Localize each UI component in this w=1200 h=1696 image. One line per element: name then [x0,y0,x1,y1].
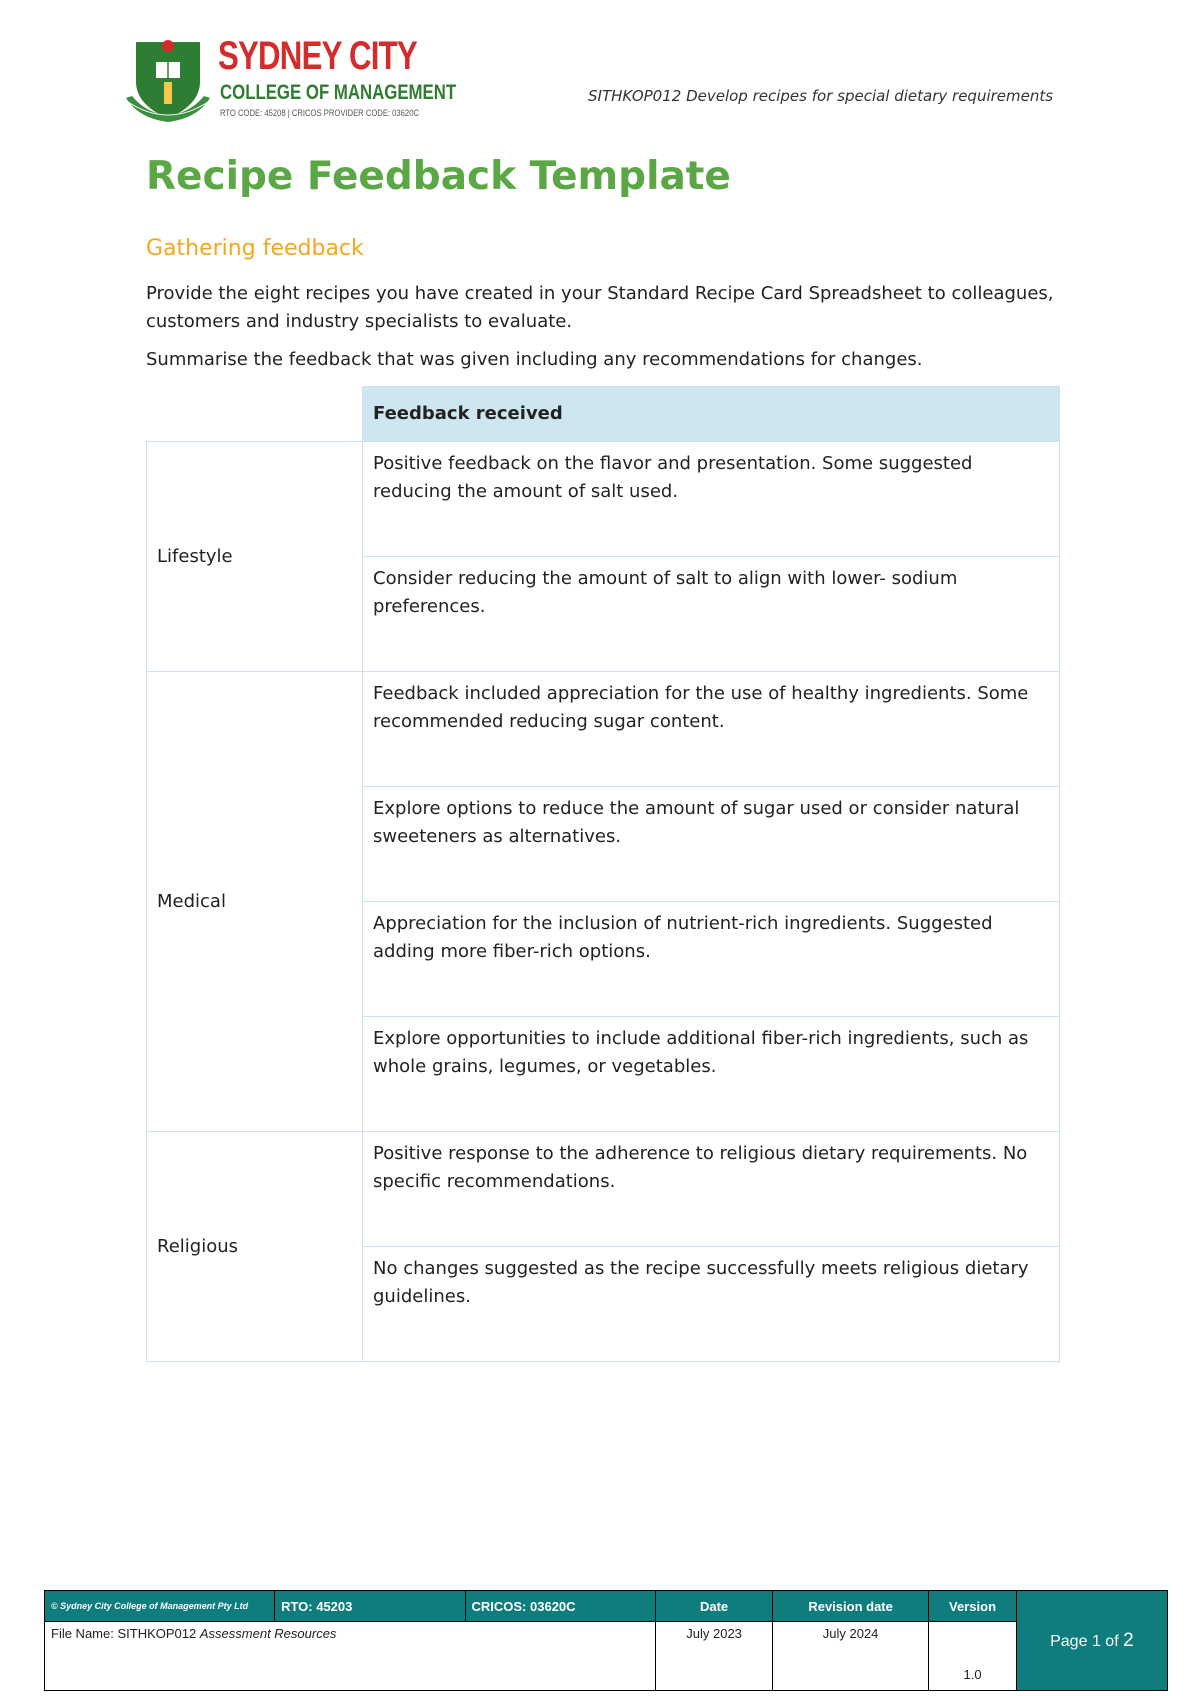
page-prefix: Page [1050,1632,1088,1650]
table-header-row [147,387,1060,442]
feedback-cell[interactable]: Positive response to the adherence to religious dietary requirements. No specific recommendations. [363,1132,1060,1247]
college-logo [122,34,457,124]
feedback-table [146,386,1060,1362]
logo-name-line1: SYDNEY CITY [218,34,417,78]
feedback-cell[interactable]: Explore options to reduce the amount of sugar used or consider natural sweeteners as alternatives. [363,787,1060,902]
footer-date-label: Date [656,1591,773,1622]
page-number [1016,1591,1167,1691]
page-title: Recipe Feedback Template [146,154,731,199]
feedback-cell[interactable]: Appreciation for the inclusion of nutrient-rich ingredients. Suggested adding more fiber-rich options. [363,902,1060,1017]
feedback-header: Feedback received [363,387,1060,442]
category-religious: Religious [147,1132,363,1362]
document-footer [44,1590,1168,1691]
file-name-code: SITHKOP012 [117,1626,197,1641]
page-current: 1 [1091,1632,1101,1650]
feedback-cell[interactable]: Consider reducing the amount of salt to align with lower- sodium preferences. [363,557,1060,672]
page-of: of [1105,1632,1119,1650]
table-row [147,442,1060,557]
category-lifestyle: Lifestyle [147,442,363,672]
footer-revision-label: Revision date [772,1591,928,1622]
feedback-cell[interactable]: Feedback included appreciation for the use of healthy ingredients. Some recommended reducing sugar content. [363,672,1060,787]
footer-body-row [45,1622,1168,1691]
footer-date-value: July 2023 [656,1622,773,1691]
intro-paragraph: Summarise the feedback that was given including any recommendations for changes. [146,349,923,370]
intro-text [146,280,1066,374]
college-crest-icon [122,36,214,122]
table-row [147,1132,1060,1247]
page-total: 2 [1123,1629,1134,1651]
logo-codes: RTO CODE: 45208 | CRICOS PROVIDER CODE: 03620C [220,108,419,118]
footer-header-row [45,1591,1168,1622]
footer-version-label: Version [929,1591,1017,1622]
section-heading: Gathering feedback [146,236,364,261]
file-name-title: Assessment Resources [199,1626,337,1641]
footer-version-value: 1.0 [929,1622,1017,1691]
footer-revision-value: July 2024 [772,1622,928,1691]
footer-file-name [45,1622,656,1691]
table-row [147,672,1060,787]
footer-copyright: © Sydney City College of Management Pty Ltd [45,1591,275,1622]
feedback-cell[interactable]: Explore opportunities to include additional fiber-rich ingredients, such as whole grains, legumes, or vegetables. [363,1017,1060,1132]
feedback-cell[interactable]: Positive feedback on the flavor and presentation. Some suggested reducing the amount of salt used. [363,442,1060,557]
intro-paragraph: Provide the eight recipes you have created in your Standard Recipe Card Spreadsheet to colleagues, customers and industry specialists to evaluate. [146,283,1054,332]
empty-header-cell [147,387,363,442]
footer-cricos: CRICOS: 03620C [465,1591,656,1622]
category-medical: Medical [147,672,363,1132]
unit-reference: SITHKOP012 Develop recipes for special dietary requirements [588,87,1054,105]
file-name-label: File Name: [51,1626,114,1641]
footer-rto: RTO: 45203 [275,1591,465,1622]
feedback-cell[interactable]: No changes suggested as the recipe successfully meets religious dietary guidelines. [363,1247,1060,1362]
logo-name-line2: COLLEGE OF MANAGEMENT [220,81,457,104]
